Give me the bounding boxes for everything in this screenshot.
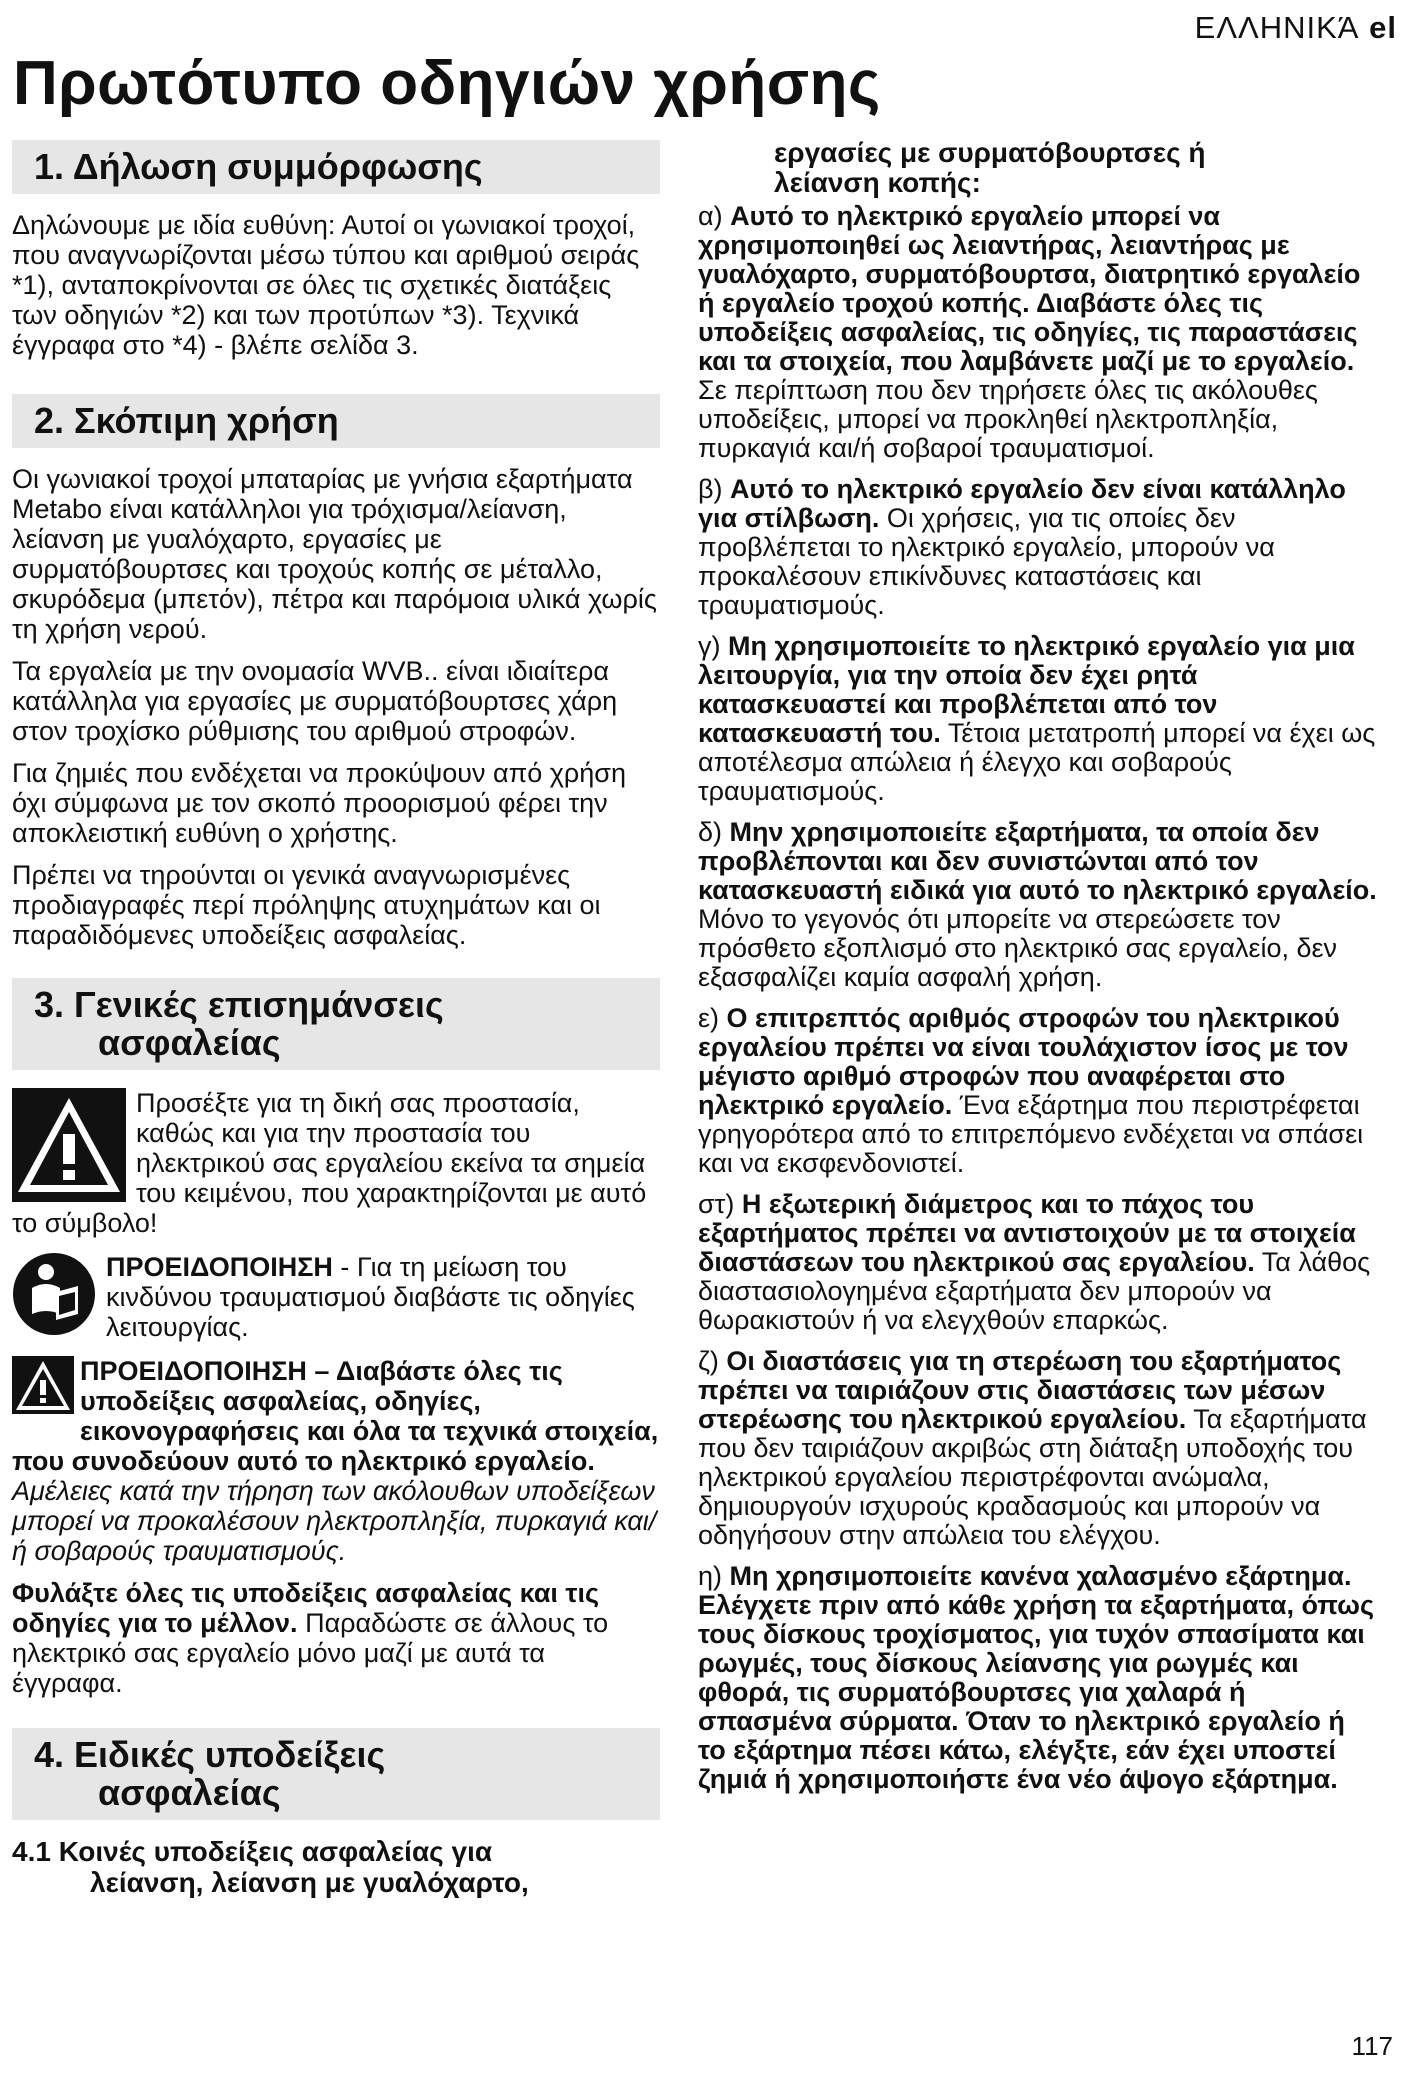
item-bold-text: Αυτό το ηλεκτρικό εργαλείο μπορεί να χρησιμοποιηθεί ως λειαντήρας, λειαντήρας με γυαλόχαρτο, συρματόβουρτσα, διατρητικό εργαλείο ή εργαλείο τροχού κοπής. Διαβάστε όλες τις υποδείξεις ασφαλείας, τις οδηγίες, τις παραστάσεις και τα στοιχεία, που λαμβάνετε μαζί με το εργαλείο. <box>698 201 1361 376</box>
section-1-title: Δήλωση συμμόρφωσης <box>72 146 483 187</box>
item-text: Τα εξαρτήματα που δεν ταιριάζουν ακριβώς στη διάταξη υποδοχής του ηλεκτρικού εργαλείου περιστρέφονται ανώμαλα, δημιουργούν ισχυρούς κραδασμούς και μπορούν να οδηγήσουν στην απώλεια του ελέγχου. <box>698 1404 1367 1550</box>
item-label: δ) <box>698 817 730 847</box>
section-1-number: 1. <box>34 146 65 187</box>
list-item <box>698 818 1378 992</box>
item-bold-text: Μη χρησιμοποιείτε κανένα χαλασμένο εξάρτημα. Ελέγχετε πριν από κάθε χρήση τα εξαρτήματα, όπως τους δίσκους τροχίσματος, για τυχόν σπασίματα και ρωγμές, τους δίσκους λείανσης για ρωγμές και φθορά, τις συρματόβουρτσες για χαλαρά ή σπασμένα σύρματα. Όταν το ηλεκτρικό εργαλείο ή το εξάρτημα πέσει κάτω, ελέγξτε, εάν έχει υποστεί ζημιά ή χρησιμοποιήστε ένα νέο άψογο εξάρτημα. <box>698 1561 1375 1794</box>
language-code: el <box>1369 10 1397 45</box>
general-warning <box>12 1356 660 1566</box>
keep-instructions <box>12 1578 660 1698</box>
keep-instructions-bold: Φυλάξτε όλες τις υποδείξεις ασφαλείας και τις οδηγίες για το μέλλον. <box>12 1578 600 1638</box>
item-label: β) <box>698 474 731 504</box>
item-bold-text: Μην χρησιμοποιείτε εξαρτήματα, τα οποία δεν προβλέπονται και δεν συνιστώνται από τον κατασκευαστή ειδικά για αυτό το ηλεκτρικό εργαλείο. <box>698 817 1377 905</box>
warning-symbol-note <box>12 1088 660 1238</box>
section-3-heading <box>12 978 660 1070</box>
item-bold-text: Αυτό το ηλεκτρικό εργαλείο δεν είναι κατάλληλο για στίλβωση. <box>698 474 1346 533</box>
item-label: γ) <box>698 631 728 661</box>
section-1-paragraph: Δηλώνουμε με ιδία ευθύνη: Αυτοί οι γωνιακοί τροχοί, που αναγνωρίζονται μέσω τύπου και αριθμού σειράς *1), ανταποκρίνονται σε όλες τις σχετικές διατάξεις των οδηγιών *2) και των προτύπων *3). Τεχνικά έγγραφα στο *4) - βλέπε σελίδα 3. <box>12 210 640 360</box>
section-4-number: 4. <box>34 1734 65 1775</box>
list-item <box>698 1562 1378 1794</box>
section-2-heading <box>12 394 660 448</box>
section-1-heading <box>12 140 660 194</box>
item-label: ζ) <box>698 1346 727 1376</box>
continued-heading-line-2: λείανση κοπής: <box>774 167 981 198</box>
read-manual-icon <box>12 1252 96 1342</box>
section-4-heading <box>12 1728 660 1820</box>
item-bold-text: Η εξωτερική διάμετρος και το πάχος του εξαρτήματος πρέπει να αντιστοιχούν με τα στοιχεία διαστάσεων του ηλεκτρικού σας εργαλείου. <box>698 1189 1356 1277</box>
page-number: 117 <box>1351 2031 1393 2061</box>
left-column <box>12 140 660 1898</box>
item-text: Τέτοια μετατροπή μπορεί να έχει ως αποτέλεσμα απώλεια ή έλεγχο και σοβαρούς τραυματισμούς. <box>698 718 1376 806</box>
read-manual-warning-label: ΠΡΟΕΙΔΟΠΟΙΗΣΗ <box>106 1252 333 1282</box>
item-text: Τα λάθος διαστασιολογημένα εξαρτήματα δεν μπορούν να θωρακιστούν ή να ελεγχθούν επαρκώς. <box>698 1247 1371 1335</box>
section-2-paragraph-2: Τα εργαλεία με την ονομασία WVB.. είναι ιδιαίτερα κατάλληλα για εργασίες με συρματόβουρτσες χάρη στον τροχίσκο ρύθμισης του αριθμού στροφών. <box>12 656 618 746</box>
item-label: η) <box>698 1561 730 1591</box>
section-2-title: Σκόπιμη χρήση <box>74 400 339 441</box>
item-label: στ) <box>698 1189 742 1219</box>
item-text: Οι χρήσεις, για τις οποίες δεν προβλέπεται το ηλεκτρικό εργαλείο, μπορούν να προκαλέσουν επικίνδυνες καταστάσεις και τραυματισμούς. <box>698 503 1275 620</box>
section-2-paragraph-4: Πρέπει να τηρούνται οι γενικά αναγνωρισμένες προδιαγραφές περί πρόληψης ατυχημάτων και οι παραδιδόμενες υποδείξεις ασφαλείας. <box>12 860 601 950</box>
subsection-4-1-title-line-1: Κοινές υποδείξεις ασφαλείας για <box>58 1836 493 1867</box>
subsection-4-1-number: 4.1 <box>12 1836 51 1867</box>
section-2-paragraph-1: Οι γωνιακοί τροχοί μπαταρίας με γνήσια εξαρτήματα Metabo είναι κατάλληλοι για τρόχισμα/λείανση, λείανση με γυαλόχαρτο, εργασίες με συρματόβουρτσες και τροχούς κοπής σε μέταλλο, σκυρόδεμα (μπετόν), πέτρα και παρόμοια υλικά χωρίς τη χρήση νερού. <box>12 464 657 644</box>
list-item <box>698 632 1378 806</box>
list-item <box>698 1347 1378 1550</box>
page-title: Πρωτότυπο οδηγιών χρήσης <box>13 49 881 118</box>
item-bold-text: Μη χρησιμοποιείτε το ηλεκτρικό εργαλείο για μια λειτουργία, για την οποία δεν έχει ρητά κατασκευαστεί και προβλέπεται από τον κατασκευαστή του. <box>698 631 1355 748</box>
continued-heading-line-1: εργασίες με συρματόβουρτσες ή <box>774 137 1206 168</box>
section-4-title-line-1: Ειδικές υποδείξεις <box>74 1734 386 1775</box>
read-manual-warning <box>12 1252 660 1342</box>
language-label: ΕΛΛΗΝΙΚΆ <box>1194 10 1360 45</box>
list-item <box>698 475 1378 620</box>
warning-symbol-text: Προσέξτε για τη δική σας προστασία, καθώς και για την προστασία του ηλεκτρικού σας εργαλείου εκείνα τα σημεία του κειμένου, που χαρακτηρίζονται με αυτό το σύμβολο! <box>12 1088 647 1238</box>
general-warning-italic: Αμέλειες κατά την τήρηση των ακόλουθων υποδείξεων μπορεί να προκαλέσουν ηλεκτροπληξία, πυρκαγιά και/ή σοβαρούς τραυματισμούς. <box>12 1476 657 1566</box>
item-label: ε) <box>698 1003 727 1033</box>
subsection-4-1-heading-continued <box>698 138 1378 198</box>
keep-instructions-text: Παραδώστε σε άλλους το ηλεκτρικό σας εργαλείο μόνο μαζί με αυτά τα έγγραφα. <box>12 1608 609 1698</box>
read-manual-warning-text: - Για τη μείωση του κινδύνου τραυματισμού διαβάστε τις οδηγίες λειτουργίας. <box>106 1252 635 1342</box>
item-label: α) <box>698 201 731 231</box>
right-column <box>698 138 1378 1806</box>
warning-small-icon <box>12 1356 74 1420</box>
section-3-title-line-2: ασφαλείας <box>98 1022 281 1063</box>
item-bold-text: Οι διαστάσεις για τη στερέωση του εξαρτήματος πρέπει να ταιριάζουν στις διαστάσεις των μέσων στερέωσης του ηλεκτρικού εργαλείου. <box>698 1346 1342 1434</box>
item-text: Μόνο το γεγονός ότι μπορείτε να στερεώσετε τον πρόσθετο εξοπλισμό στο ηλεκτρικό σας εργαλείο, δεν εξασφαλίζει καμία ασφαλή χρήση. <box>698 904 1338 992</box>
list-item <box>698 1190 1378 1335</box>
item-bold-text: Ο επιτρεπτός αριθμός στροφών του ηλεκτρικού εργαλείου πρέπει να είναι τουλάχιστον ίσος με τον μέγιστο αριθμό στροφών που αναφέρεται στο ηλεκτρικό εργαλείο. <box>698 1003 1349 1120</box>
section-3-number: 3. <box>34 984 65 1025</box>
subsection-4-1-title-line-2: λείανση, λείανση με γυαλόχαρτο, <box>90 1867 529 1898</box>
section-2-number: 2. <box>34 400 65 441</box>
section-3-title-line-1: Γενικές επισημάνσεις <box>74 984 444 1025</box>
subsection-4-1-heading <box>12 1836 660 1898</box>
list-item <box>698 202 1378 463</box>
item-text: Σε περίπτωση που δεν τηρήσετε όλες τις ακόλουθες υποδείξεις, μπορεί να προκληθεί ηλεκτροπληξία, πυρκαγιά και/ή σοβαροί τραυματισμοί. <box>698 375 1318 463</box>
list-item <box>698 1004 1378 1178</box>
item-text: Ένα εξάρτημα που περιστρέφεται γρηγορότερα από το επιτρεπόμενο ενδέχεται να σπάσει και να εκσφενδονιστεί. <box>698 1090 1364 1178</box>
language-indicator <box>1195 10 1397 46</box>
section-4-title-line-2: ασφαλείας <box>98 1772 281 1813</box>
warning-triangle-icon <box>12 1088 126 1208</box>
section-2-paragraph-3: Για ζημιές που ενδέχεται να προκύψουν από χρήση όχι σύμφωνα με τον σκοπό προορισμού φέρει την αποκλειστική ευθύνη ο χρήστης. <box>12 758 626 848</box>
general-warning-bold: ΠΡΟΕΙΔΟΠΟΙΗΣΗ – Διαβάστε όλες τις υποδείξεις ασφαλείας, οδηγίες, εικονογραφήσεις και όλα τα τεχνικά στοιχεία, που συνοδεύουν αυτό το ηλεκτρικό εργαλείο. <box>12 1356 659 1476</box>
